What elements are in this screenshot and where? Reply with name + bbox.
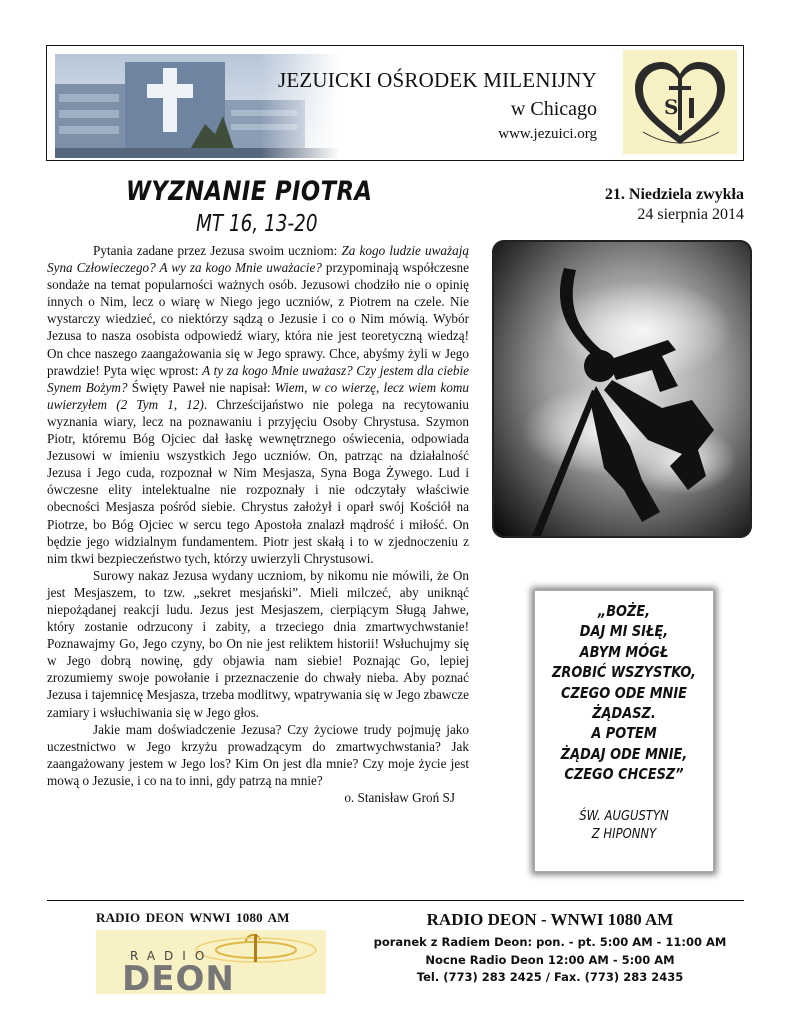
article-paragraph-3: Jakie mam doświadczenie Jezusa? Czy życiowe trudy pojmuję jako uczestnictwo w Jego krzyżu prowadzącym do zmartwychwstania? Jak zaangażowany jestem w Jego los? Kim On jest dla mnie? Czy moje życie jest mową o Jezusie, i co na to inni, gdy patrzą na mnie?	[47, 721, 469, 788]
org-title: JEZUICKI OŚRODEK MILENIJNY	[277, 68, 597, 92]
article-title: WYZNANIE PIOTRA	[126, 176, 373, 207]
radio-deon-logo	[96, 930, 326, 994]
svg-text:RADIO: RADIO	[130, 949, 214, 963]
quote-line: DAJ MI SIŁĘ,	[579, 622, 669, 641]
header-box	[46, 45, 744, 161]
radio-info	[360, 910, 740, 987]
quote-line: ŻĄDASZ.	[592, 704, 656, 723]
scripture-reference: MT 16, 13-20	[196, 211, 318, 237]
quote-author-line: Z HIPONNY	[591, 825, 657, 842]
article-paragraph-1	[47, 242, 469, 567]
liturgical-day: 21. Niedziela zwykła	[604, 186, 744, 203]
quote-line: CZEGO CHCESZ”	[564, 765, 684, 784]
issue-date: 24 sierpnia 2014	[637, 206, 744, 223]
org-subtitle: w Chicago	[510, 98, 597, 120]
article-quote-segment: Wiem, w co wierzę, lecz wiem komu uwierzyłem (2 Tym 1, 12)	[47, 379, 469, 412]
radio-info-title: RADIO DEON - WNWI 1080 AM	[426, 910, 674, 929]
quote-line: ABYM MÓGŁ	[579, 642, 669, 661]
article-signature: o. Stanisław Groń SJ	[344, 790, 455, 805]
svg-text:S: S	[664, 95, 679, 119]
quote-box	[534, 590, 714, 872]
article-body	[47, 242, 469, 806]
article-text-segment: Święty Paweł nie napisał:	[127, 379, 275, 395]
quote-line: A POTEM	[591, 724, 657, 743]
jesuits-chicago-seal-icon	[623, 50, 737, 154]
article-text-segment: przypominają współczesne sondaże na temat popularności ważnych osób. Jezusowi chodziło nie o opinię innych o Nim, lecz o wiarę w Niego jego uczniów, z Piotrem na czele. Nie wystarczy wiedzieć, co niektórzy sądzą o Jezusie i co o Nim mówią. Wybór Jezusa to nasza osobista odpowiedź wiary, która nie jest teoretyczną wiedzą! On chce naszego zaangażowania się w Jego sprawy. Chce, abyśmy żyli w Jego prawdzie! Pyta więc wprost:	[47, 260, 469, 378]
article-paragraph-2: Surowy nakaz Jezusa wydany uczniom, by nikomu nie mówili, że On jest Mesjaszem, to tzw. „sekret mesjański”. Mieli milczeć, aby uniknąć niepożądanej reakcji ludu. Jezus jest Mesjaszem, cierpiącym Sługą Jahwe, który zostanie odrzucony i zabity, a trzeciego dnia zmartwychwstanie! Poznawajmy Go, Jego czyny, bo On nie jest reliktem historii! Wsłuchujmy się w Jego dobrą nowinę, gdy objawia nam siebie! Poznając Go, lepiej zrozumiemy swoje powołanie i przeznaczenie do chwały nieba. Aby poznać Jezusa i tajemnicę Mesjasza, trzeba modlitwy, wpatrywania się w Jego zbawcze zamiary i wsłuchiwania się w Jego głos.	[47, 567, 469, 720]
radio-schedule-night: Nocne Radio Deon 12:00 AM - 5:00 AM	[425, 952, 675, 967]
quote-author	[547, 807, 700, 843]
radio-station-label: RADIO DEON WNWI 1080 AM	[96, 910, 290, 925]
quote-line: ŻĄDAJ ODE MNIE,	[560, 744, 688, 763]
radio-schedule-morning: poranek z Radiem Deon: pon. - pt. 5:00 AM - 11:00 AM	[373, 935, 727, 949]
quote-line: ZROBIĆ WSZYSTKO,	[552, 663, 696, 682]
article-quote-segment: Za kogo ludzie uważają Syna Człowieczego? A wy za kogo Mnie uważacie?	[47, 243, 469, 276]
quote-text	[547, 591, 700, 843]
radio-contact-phone[interactable]: Tel. (773) 283 2425 / Fax. (773) 283 2435	[416, 970, 684, 984]
quote-line: CZEGO ODE MNIE	[561, 683, 687, 702]
article-quote-segment: A ty za kogo Mnie uważasz? Czy jestem dla ciebie Synem Bożym?	[47, 362, 469, 395]
article-text-segment: Pytania zadane przez Jezusa swoim uczniom:	[93, 243, 342, 258]
keys-photo	[492, 240, 752, 538]
quote-author-line: ŚW. AUGUSTYN	[579, 807, 669, 824]
svg-text:DEON: DEON	[122, 959, 235, 994]
org-website[interactable]: www.jezuici.org	[498, 126, 597, 142]
article-text-segment: . Chrześcijaństwo nie polega na recytowaniu wyznania wiary, lecz na poznawaniu i przyjęciu Osoby Chrystusa. Szymon Piotr, któremu Bóg Ojciec dał łaskę wewnętrznego oświecenia, odpowiada Jezusowi w imieniu wszystkich Jego uczniów. On, patrząc na działalność Jezusa i Jego cuda, rozpoznał w Nim Mesjasza, Syna Boga Żywego. Lud i ówczesne elity intelektualne nie rozpoznały i nie odczytały właściwie obecności Mesjasza pośród siebie. Chrystus założył i oparł swój Kościół na Piotrze, bo Bóg Ojciec w sercu tego Apostoła znalazł mądrość i miłość. On będzie jego widzialnym fundamentem. Piotr jest skałą i to w zjednoczeniu z nim tkwi bezpieczeństwo tych, którzy uwierzyli Chrystusowi.	[47, 396, 469, 566]
footer-divider	[47, 900, 744, 901]
quote-line: „BOŻE,	[597, 602, 651, 620]
